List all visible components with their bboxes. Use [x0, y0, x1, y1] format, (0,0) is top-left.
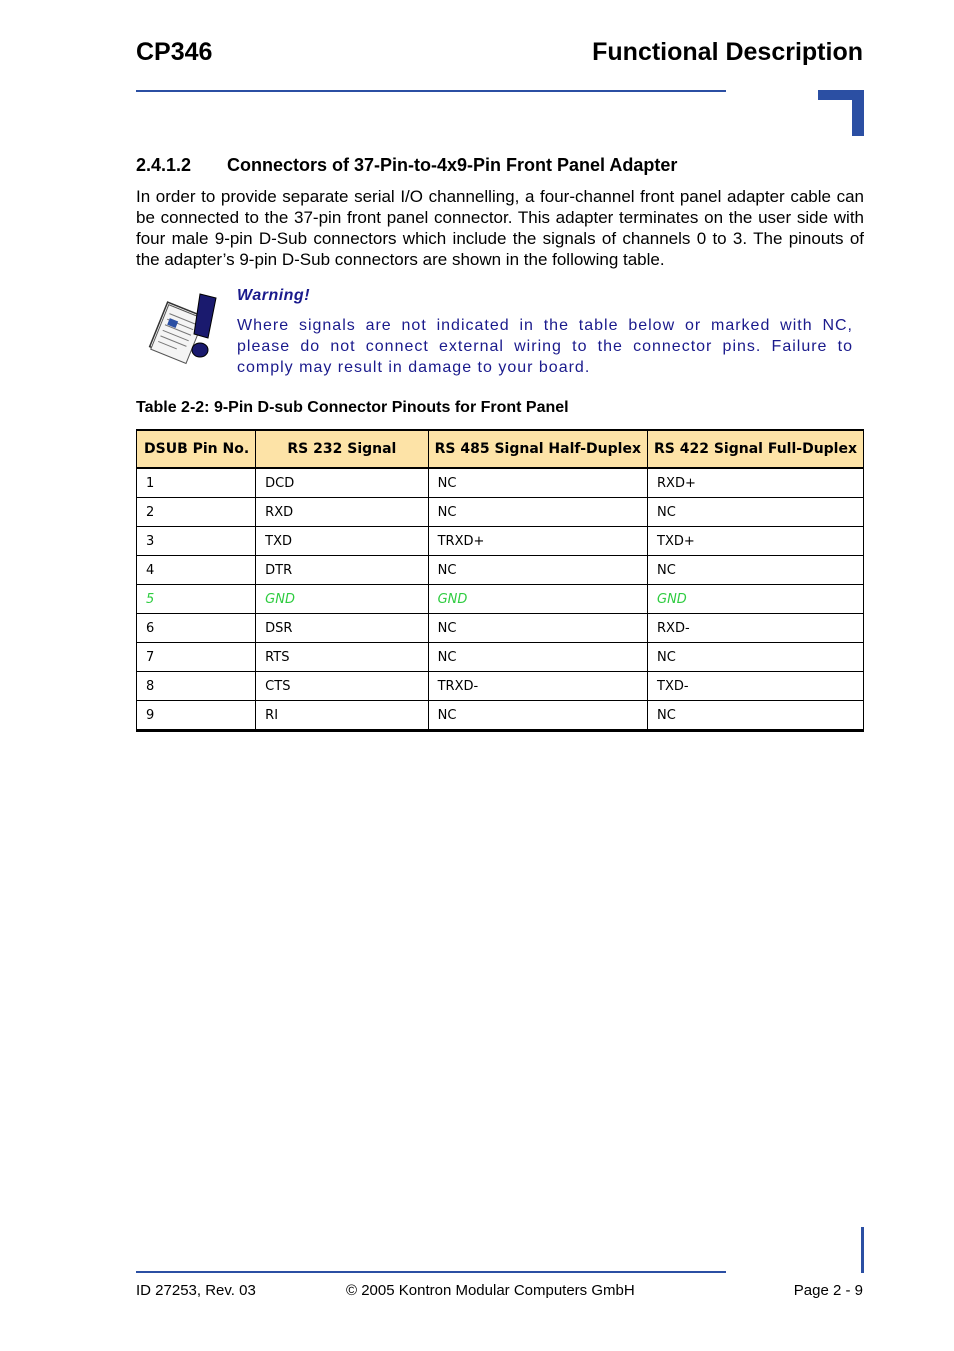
- pin-number-cell: 5: [137, 585, 256, 614]
- rs485-cell: TRXD+: [428, 527, 647, 556]
- rs232-cell: GND: [256, 585, 428, 614]
- rs232-cell: RXD: [256, 498, 428, 527]
- rs232-cell: DTR: [256, 556, 428, 585]
- pin-number-cell: 2: [137, 498, 256, 527]
- rs232-cell: DCD: [256, 468, 428, 498]
- warning-text: Where signals are not indicated in the table below or marked with NC, please do not connect external wiring to the connector pins. Failure to comply may result in damage to your board.: [237, 317, 853, 376]
- body-paragraph: [136, 186, 864, 270]
- header-product: CP346: [136, 38, 213, 66]
- section-heading: [136, 153, 677, 177]
- rs485-cell: TRXD-: [428, 672, 647, 701]
- footer-corner-mark: [861, 1227, 864, 1273]
- rs422-cell: GND: [648, 585, 864, 614]
- pin-number-cell: 9: [137, 701, 256, 731]
- column-header: DSUB Pin No.: [137, 430, 256, 468]
- pin-number-cell: 8: [137, 672, 256, 701]
- pin-number-cell: 6: [137, 614, 256, 643]
- table-row: [137, 498, 864, 527]
- table-row: [137, 701, 864, 731]
- rs485-cell: NC: [428, 498, 647, 527]
- column-header: RS 485 Signal Half-Duplex: [428, 430, 647, 468]
- table-row: [137, 556, 864, 585]
- pin-number-cell: 1: [137, 468, 256, 498]
- rs422-cell: NC: [648, 556, 864, 585]
- footer-doc-id: ID 27253, Rev. 03: [136, 1282, 256, 1299]
- section-title: Connectors of 37-Pin-to-4x9-Pin Front Panel Adapter: [227, 155, 678, 175]
- table-row: [137, 643, 864, 672]
- pinout-table: [136, 429, 864, 732]
- header-chapter: Functional Description: [592, 38, 863, 66]
- pin-number-cell: 7: [137, 643, 256, 672]
- header-rule: [136, 90, 726, 92]
- table-row: [137, 614, 864, 643]
- rs232-cell: RI: [256, 701, 428, 731]
- rs232-cell: DSR: [256, 614, 428, 643]
- rs422-cell: TXD-: [648, 672, 864, 701]
- rs232-cell: RTS: [256, 643, 428, 672]
- pin-number-cell: 4: [137, 556, 256, 585]
- rs422-cell: NC: [648, 643, 864, 672]
- warning-text-block: [237, 315, 853, 378]
- rs485-cell: NC: [428, 643, 647, 672]
- rs232-cell: CTS: [256, 672, 428, 701]
- section-number: 2.4.1.2: [136, 155, 192, 175]
- table-row-gnd: [137, 585, 864, 614]
- body-text: In order to provide separate serial I/O channelling, a four-channel front panel adapter cable can be connected to the 37-pin front panel connector. This adapter terminates on the user side with four male 9-pin D-Sub connectors which include the signals of channels 0 to 3. The pinouts of the adapter’s 9-pin D-Sub connectors are shown in the following table.: [136, 187, 864, 269]
- rs422-cell: RXD+: [648, 468, 864, 498]
- column-header: RS 232 Signal: [256, 430, 428, 468]
- header-corner-mark-vertical: [852, 90, 864, 136]
- table-row: [137, 672, 864, 701]
- column-header: RS 422 Signal Full-Duplex: [648, 430, 864, 468]
- table-header-row: [137, 430, 864, 468]
- rs485-cell: NC: [428, 614, 647, 643]
- footer-copyright: © 2005 Kontron Modular Computers GmbH: [346, 1282, 635, 1299]
- warning-notepad-icon: [142, 290, 222, 372]
- rs422-cell: NC: [648, 498, 864, 527]
- table-row: [137, 527, 864, 556]
- rs485-cell: NC: [428, 701, 647, 731]
- table-caption: Table 2-2: 9-Pin D-sub Connector Pinouts for Front Panel: [136, 399, 569, 416]
- rs422-cell: RXD-: [648, 614, 864, 643]
- rs422-cell: NC: [648, 701, 864, 731]
- rs485-cell: NC: [428, 556, 647, 585]
- footer-page-number: Page 2 - 9: [793, 1282, 863, 1299]
- rs485-cell: NC: [428, 468, 647, 498]
- warning-title: Warning!: [237, 287, 311, 304]
- rs232-cell: TXD: [256, 527, 428, 556]
- rs422-cell: TXD+: [648, 527, 864, 556]
- footer-rule: [136, 1271, 726, 1273]
- rs485-cell: GND: [428, 585, 647, 614]
- table-row: [137, 468, 864, 498]
- pin-number-cell: 3: [137, 527, 256, 556]
